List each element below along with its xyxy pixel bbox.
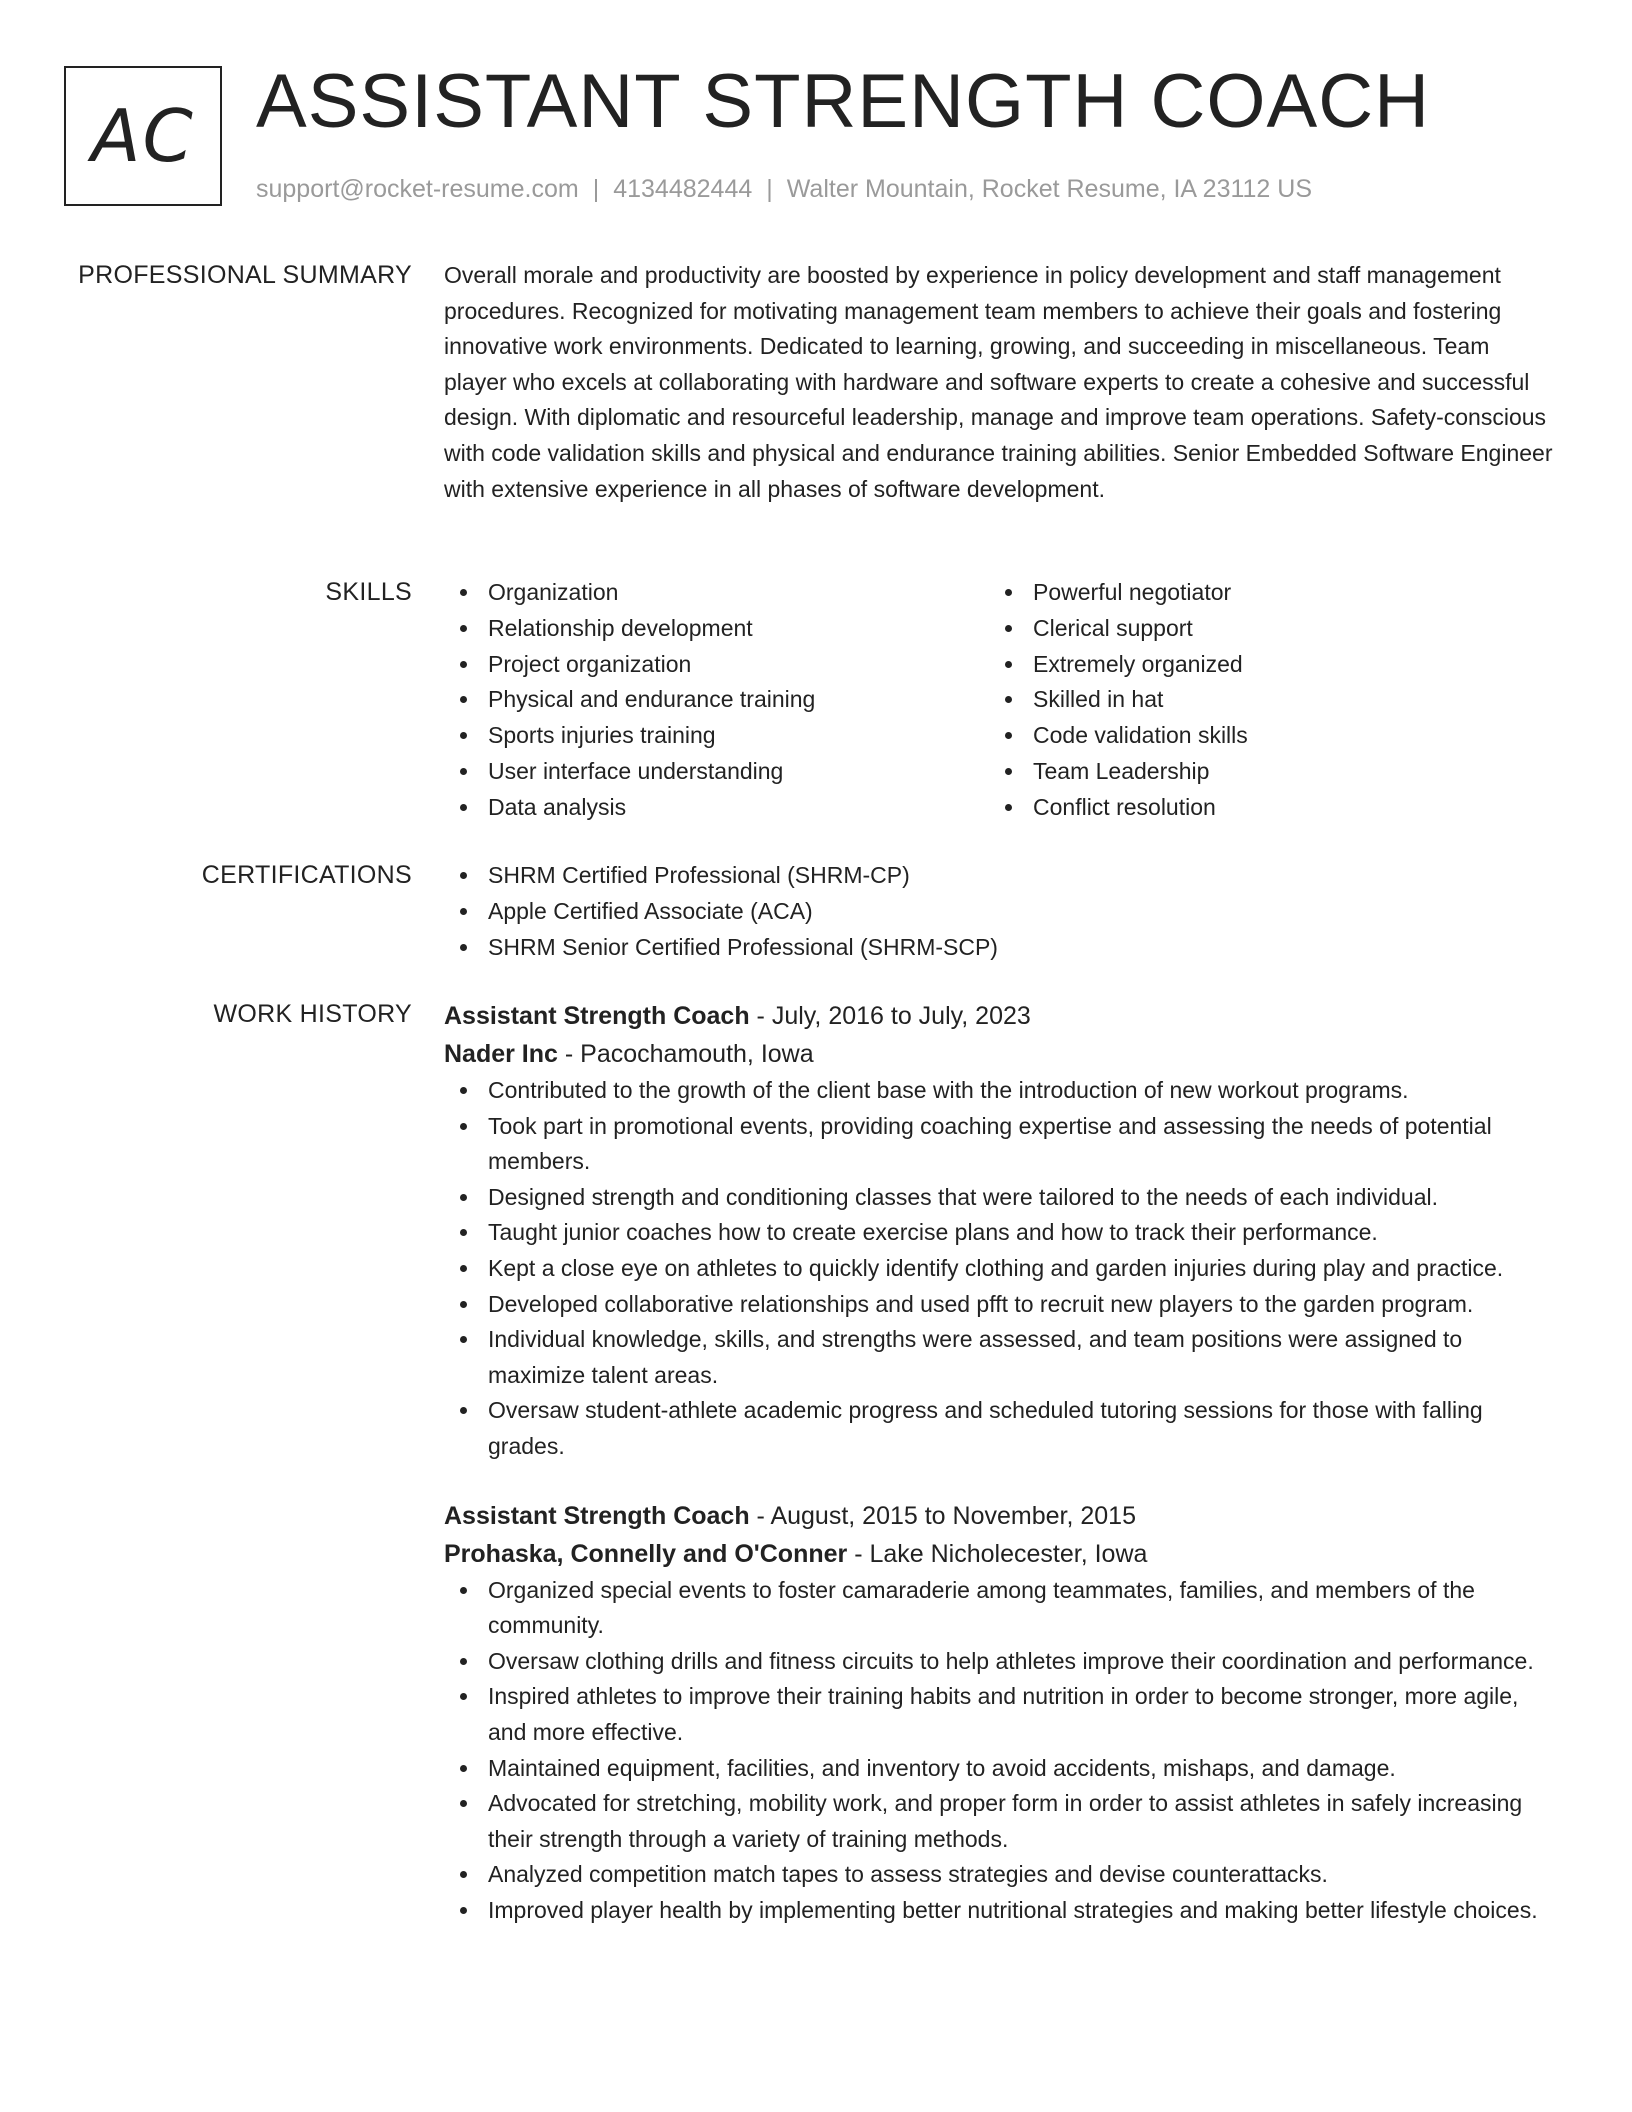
certification-item: SHRM Senior Certified Professional (SHRM-SCP) bbox=[444, 930, 1556, 966]
job-company: Prohaska, Connelly and O'Conner bbox=[444, 1539, 848, 1568]
job-duty-item: Contributed to the growth of the client base with the introduction of new workout programs. bbox=[444, 1073, 1556, 1109]
skill-item: Sports injuries training bbox=[444, 718, 989, 754]
skill-item: Code validation skills bbox=[989, 718, 1534, 754]
job-duty-item: Individual knowledge, skills, and strengths were assessed, and team positions were assigned to maximize talent areas. bbox=[444, 1322, 1556, 1393]
job-company-line bbox=[444, 1535, 1556, 1573]
monogram-box bbox=[64, 66, 222, 206]
contact-line bbox=[256, 172, 1312, 206]
job-location: - Lake Nicholecester, Iowa bbox=[847, 1539, 1148, 1568]
contact-address: Walter Mountain, Rocket Resume, IA 23112 US bbox=[786, 175, 1313, 203]
section-label-work-history: WORK HISTORY bbox=[213, 1000, 412, 1028]
job-company-line bbox=[444, 1035, 1556, 1073]
skill-item: Project organization bbox=[444, 647, 989, 683]
job-entry bbox=[444, 1497, 1556, 1929]
contact-separator: | bbox=[592, 175, 600, 203]
certifications-body bbox=[444, 858, 1556, 965]
section-label-skills: SKILLS bbox=[325, 578, 412, 606]
job-entry bbox=[444, 997, 1556, 1465]
job-title: Assistant Strength Coach bbox=[444, 1501, 750, 1530]
certification-item: SHRM Certified Professional (SHRM-CP) bbox=[444, 858, 1556, 894]
job-location: - Pacochamouth, Iowa bbox=[557, 1040, 814, 1068]
job-duty-item: Maintained equipment, facilities, and inventory to avoid accidents, mishaps, and damage. bbox=[444, 1751, 1556, 1787]
summary-text: Overall morale and productivity are boosted by experience in policy development and staff management procedures. Recognized for motivating management team members to achieve their goals and fostering innovative work environments. Dedicated to learning, growing, and succeeding in miscellaneous. Team player who excels at collaborating with hardware and software experts to create a cohesive and successful design. With diplomatic and resourceful leadership, manage and improve team operations. Safety-conscious with code validation skills and physical and endurance training abilities. Senior Embedded Software Engineer with extensive experience in all phases of software development. bbox=[444, 262, 1553, 502]
job-title-line bbox=[444, 997, 1556, 1035]
skill-item: Team Leadership bbox=[989, 754, 1534, 790]
job-dates: - August, 2015 to November, 2015 bbox=[749, 1501, 1136, 1530]
contact-separator: | bbox=[766, 175, 773, 203]
job-duty-item: Improved player health by implementing better nutritional strategies and making better lifestyle choices. bbox=[444, 1893, 1556, 1929]
skill-item: Powerful negotiator bbox=[989, 575, 1534, 611]
skill-item: Skilled in hat bbox=[989, 682, 1534, 718]
job-duty-item: Advocated for stretching, mobility work, and proper form in order to assist athletes in safely increasing their strength through a variety of training methods. bbox=[444, 1786, 1556, 1857]
skills-body bbox=[444, 575, 1556, 826]
skills-list-left bbox=[444, 575, 989, 826]
job-duty-item: Oversaw student-athlete academic progress and scheduled tutoring sessions for those with falling grades. bbox=[444, 1393, 1556, 1464]
skill-item: Extremely organized bbox=[989, 647, 1534, 683]
job-duty-item: Took part in promotional events, providing coaching expertise and assessing the needs of potential members. bbox=[444, 1109, 1556, 1180]
monogram-initials: AC bbox=[91, 94, 195, 178]
skill-item: Organization bbox=[444, 575, 989, 611]
section-label-summary: PROFESSIONAL SUMMARY bbox=[78, 261, 412, 289]
work-history-body bbox=[444, 997, 1556, 1928]
job-title: Assistant Strength Coach bbox=[444, 1002, 750, 1030]
job-duty-item: Designed strength and conditioning classes that were tailored to the needs of each individual. bbox=[444, 1180, 1556, 1216]
skill-item: Physical and endurance training bbox=[444, 682, 989, 718]
skill-item: Conflict resolution bbox=[989, 790, 1534, 826]
skill-item: Data analysis bbox=[444, 790, 989, 826]
job-duties-list bbox=[444, 1573, 1556, 1929]
skill-item: Clerical support bbox=[989, 611, 1534, 647]
job-duty-item: Oversaw clothing drills and fitness circuits to help athletes improve their coordination and performance. bbox=[444, 1644, 1556, 1680]
skill-item: Relationship development bbox=[444, 611, 989, 647]
job-duty-item: Developed collaborative relationships and used pfft to recruit new players to the garden program. bbox=[444, 1287, 1556, 1323]
job-duty-item: Inspired athletes to improve their training habits and nutrition in order to become stronger, more agile, and more effective. bbox=[444, 1679, 1556, 1750]
job-title-line bbox=[444, 1497, 1556, 1535]
skills-list-right bbox=[989, 575, 1534, 826]
job-duty-item: Analyzed competition match tapes to assess strategies and devise counterattacks. bbox=[444, 1857, 1556, 1893]
certification-item: Apple Certified Associate (ACA) bbox=[444, 894, 1556, 930]
job-duty-item: Kept a close eye on athletes to quickly identify clothing and garden injuries during play and practice. bbox=[444, 1251, 1556, 1287]
contact-email: support@rocket-resume.com bbox=[256, 175, 579, 203]
job-duty-item: Taught junior coaches how to create exercise plans and how to track their performance. bbox=[444, 1215, 1556, 1251]
job-duty-item: Organized special events to foster camaraderie among teammates, families, and members of the community. bbox=[444, 1573, 1556, 1644]
summary-body bbox=[444, 258, 1556, 507]
job-company: Nader Inc bbox=[444, 1040, 558, 1068]
job-duties-list bbox=[444, 1073, 1556, 1465]
contact-phone: 4134482444 bbox=[613, 175, 753, 203]
resume-title: ASSISTANT STRENGTH COACH bbox=[256, 59, 1430, 144]
certifications-list bbox=[444, 858, 1556, 965]
job-dates: - July, 2016 to July, 2023 bbox=[749, 1002, 1031, 1030]
section-label-certifications: CERTIFICATIONS bbox=[201, 861, 412, 889]
skill-item: User interface understanding bbox=[444, 754, 989, 790]
